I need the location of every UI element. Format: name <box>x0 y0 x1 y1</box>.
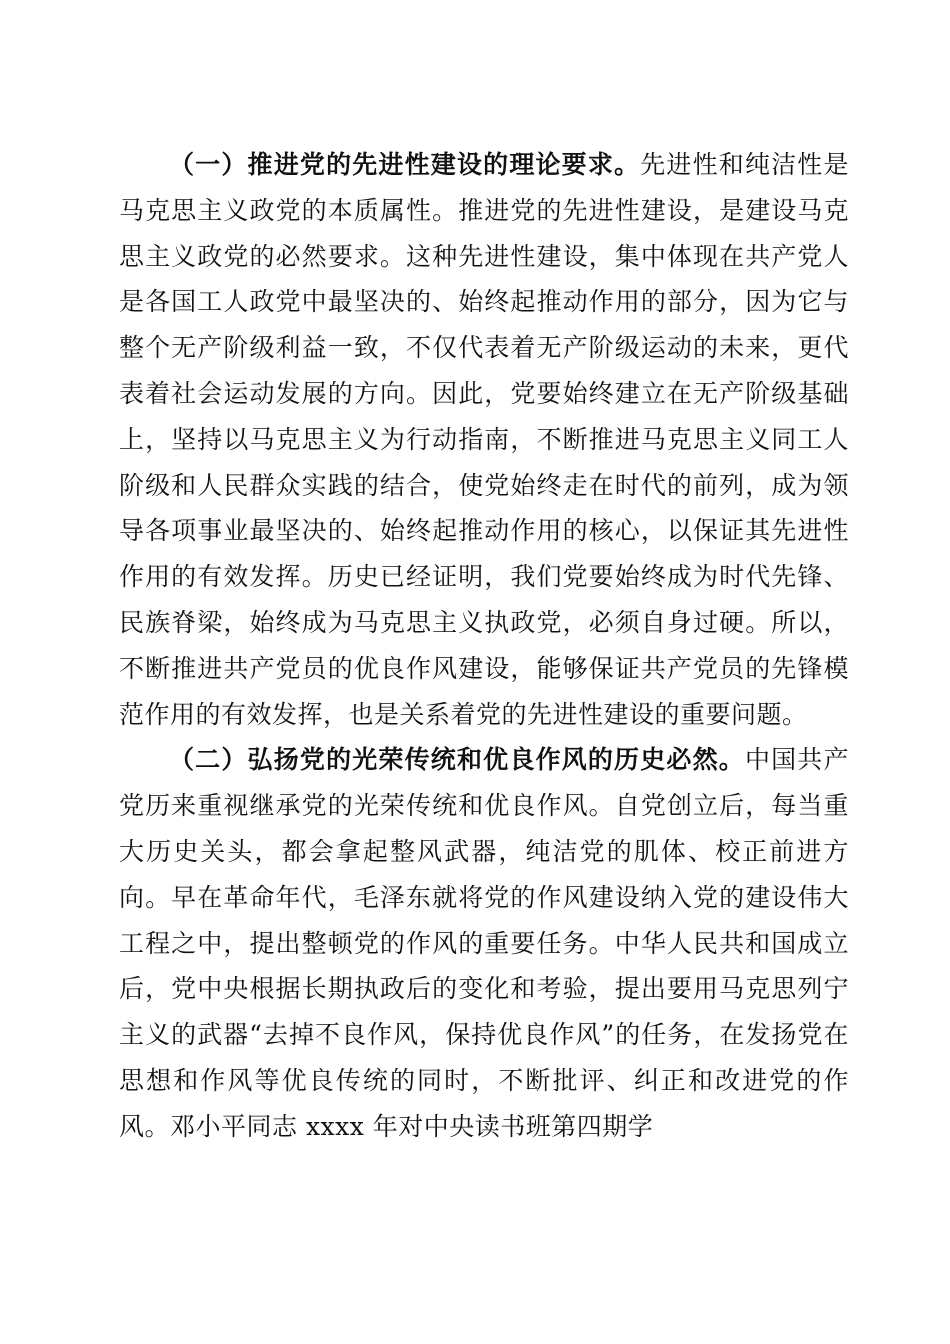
document-body <box>119 142 849 1150</box>
section-heading-2: （二）弘扬党的光荣传统和优良作风的历史必然。 <box>169 745 745 775</box>
paragraph-2-body: 中国共产党历来重视继承党的光荣传统和优良作风。自党创立后，每当重大历史关头，都会拿起整风武器，纯洁党的肌体、校正前进方向。早在革命年代，毛泽东就将党的作风建设纳入党的建设伟大工程之中，提出整顿党的作风的重要任务。中华人民共和国成立后，党中央根据长期执政后的变化和考验，提出要用马克思列宁主义的武器“去掉不良作风，保持优良作风”的任务，在发扬党在思想和作风等优良传统的同时，不断批评、纠正和改进党的作风。邓小平同志 xxxx 年对中央读书班第四期学 <box>119 745 849 1141</box>
paragraph-2 <box>119 737 849 1149</box>
section-heading-1: （一）推进党的先进性建设的理论要求。 <box>169 150 641 179</box>
paragraph-1-body: 先进性和纯洁性是马克思主义政党的本质属性。推进党的先进性建设，是建设马克思主义政党的必然要求。这种先进性建设，集中体现在共产党人是各国工人政党中最坚决的、始终起推动作用的部分，因为它与整个无产阶级利益一致，不仅代表着无产阶级运动的未来，更代表着社会运动发展的方向。因此，党要始终建立在无产阶级基础上，坚持以马克思主义为行动指南，不断推进马克思主义同工人阶级和人民群众实践的结合，使党始终走在时代的前列，成为领导各项事业最坚决的、始终起推动作用的核心，以保证其先进性作用的有效发挥。历史已经证明，我们党要始终成为时代先锋、民族脊梁，始终成为马克思主义执政党，必须自身过硬。所以，不断推进共产党员的优良作风建设，能够保证共产党员的先锋模范作用的有效发挥，也是关系着党的先进性建设的重要问题。 <box>119 150 849 729</box>
paragraph-1 <box>119 142 849 737</box>
